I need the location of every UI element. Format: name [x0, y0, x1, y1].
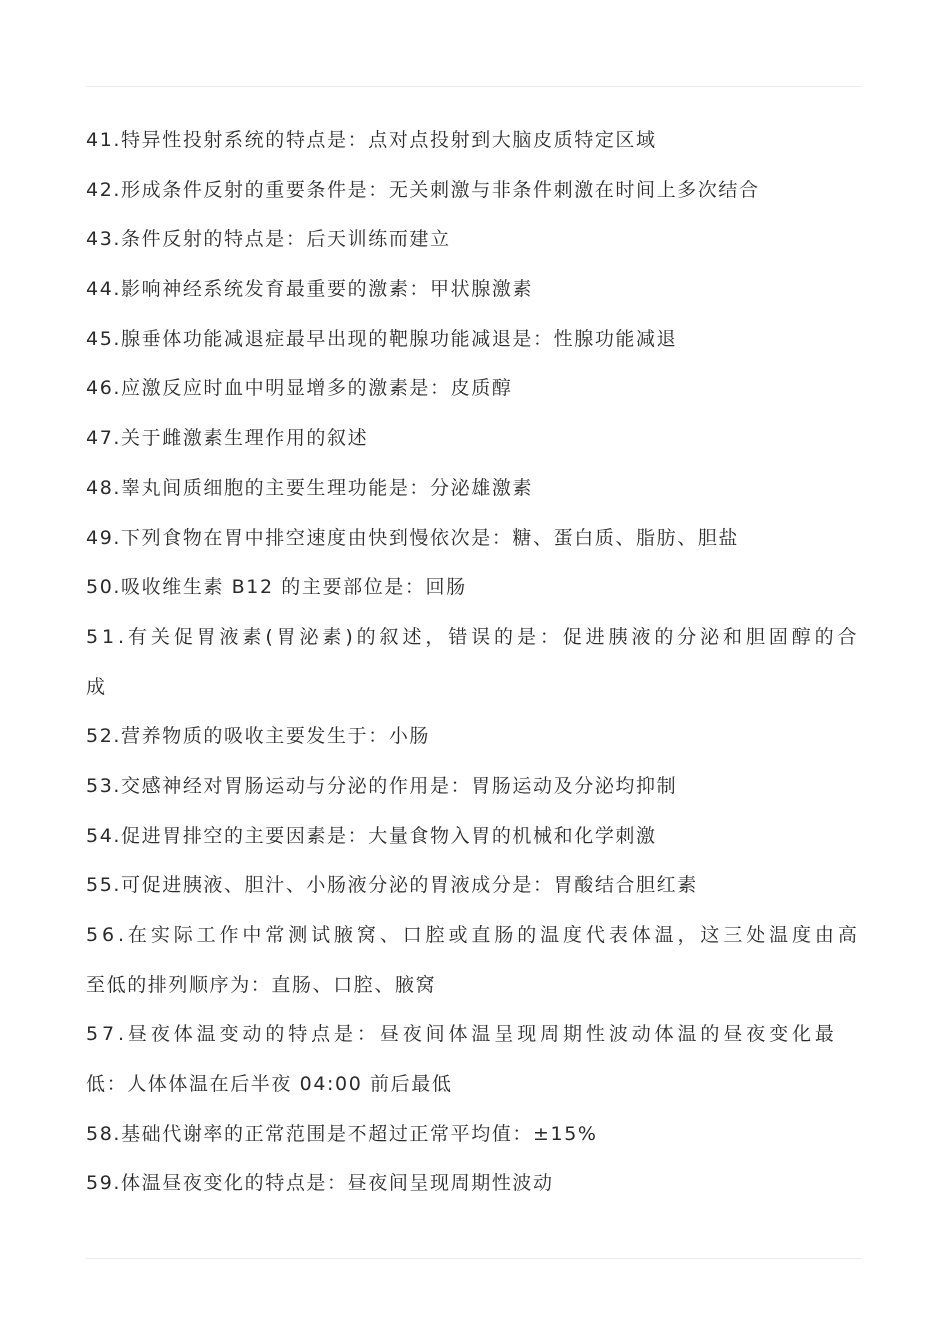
text-line: 52.营养物质的吸收主要发生于：小肠	[86, 725, 431, 748]
text-line: 53.交感神经对胃肠运动与分泌的作用是：胃肠运动及分泌均抑制	[86, 774, 678, 797]
text-line: 58.基础代谢率的正常范围是不超过正常平均值：±15%	[86, 1122, 598, 1145]
text-line: 56.在实际工作中常测试腋窝、口腔或直肠的温度代表体温，这三处温度由高	[86, 924, 861, 946]
bottom-divider	[86, 1258, 862, 1259]
text-line: 47.关于雌激素生理作用的叙述	[86, 427, 369, 450]
text-line: 51.有关促胃液素(胃泌素)的叙述，错误的是：促进胰液的分泌和胆固醇的合	[86, 625, 861, 648]
top-divider	[86, 86, 862, 87]
text-line: 50.吸收维生素 B12 的主要部位是：回肠	[86, 576, 467, 599]
text-line: 43.条件反射的特点是：后天训练而建立	[86, 228, 451, 251]
document-body	[86, 116, 864, 1209]
text-line: 54.促进胃排空的主要因素是：大量食物入胃的机械和化学刺激	[86, 824, 657, 847]
text-line: 48.睾丸间质细胞的主要生理功能是：分泌雄激素	[86, 476, 534, 499]
text-line: 至低的排列顺序为：直肠、口腔、腋窝	[86, 973, 437, 996]
text-line: 49.下列食物在胃中排空速度由快到慢依次是：糖、蛋白质、脂肪、胆盐	[86, 526, 740, 549]
text-line: 42.形成条件反射的重要条件是：无关刺激与非条件刺激在时间上多次结合	[86, 178, 760, 201]
text-line: 45.腺垂体功能减退症最早出现的靶腺功能减退是：性腺功能减退	[86, 327, 678, 350]
text-line: 成	[86, 675, 107, 698]
text-line: 57.昼夜体温变动的特点是：昼夜间体温呈现周期性波动体温的昼夜变化最	[86, 1023, 838, 1046]
text-line: 55.可促进胰液、胆汁、小肠液分泌的胃液成分是：胃酸结合胆红素	[86, 874, 698, 897]
text-line: 46.应激反应时血中明显增多的激素是：皮质醇	[86, 377, 513, 400]
text-line: 59.体温昼夜变化的特点是：昼夜间呈现周期性波动	[86, 1172, 554, 1195]
text-line: 44.影响神经系统发育最重要的激素：甲状腺激素	[86, 278, 534, 301]
text-line: 41.特异性投射系统的特点是：点对点投射到大脑皮质特定区域	[86, 129, 657, 151]
text-line: 低：人体体温在后半夜 04:00 前后最低	[86, 1073, 453, 1096]
